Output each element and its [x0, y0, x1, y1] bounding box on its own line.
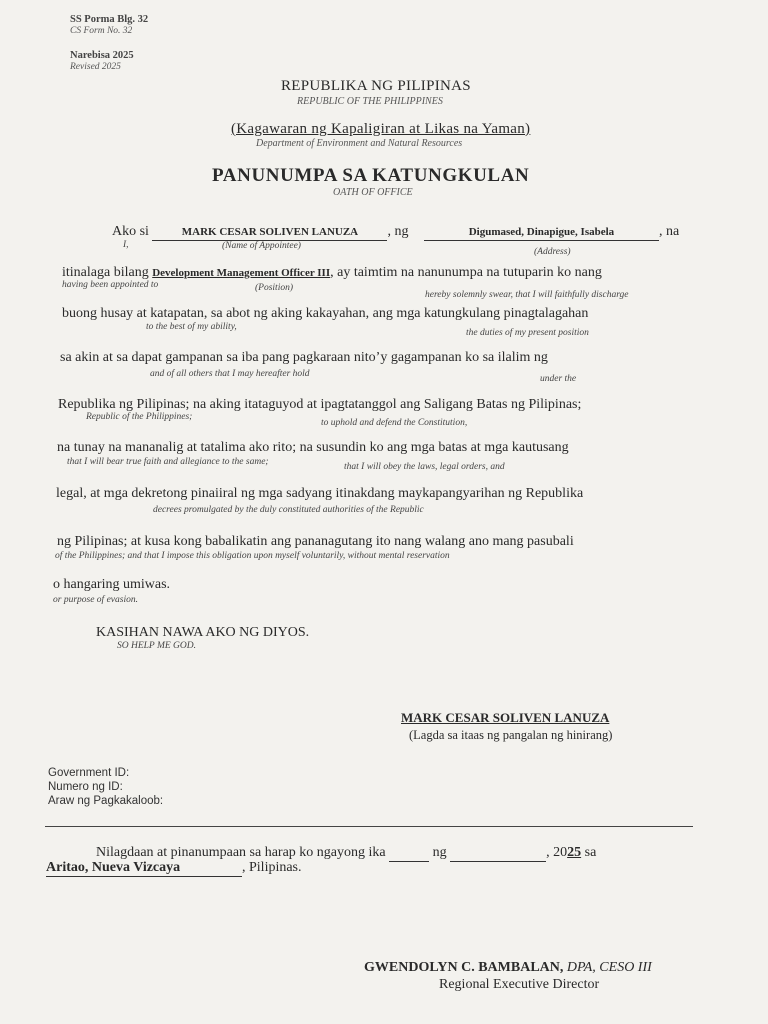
attestation-line: Nilagdaan at pinanumpaan sa harap ko ngayong ika ng , 2025 sa: [96, 845, 597, 860]
oath-line-8: ng Pilipinas; at kusa kong babalikatin ang pananagutang ito nang walang ano mang pasubali: [57, 534, 574, 549]
oath-tr-5a: Republic of the Philippines;: [86, 412, 193, 422]
oath-tr-3a: to the best of my ability,: [146, 322, 237, 332]
department-name-en: Department of Environment and Natural Resources: [256, 138, 463, 149]
oath-line-4: sa akin at sa dapat gampanan sa iba pang pagkaraan nito’y gagampanan ko sa ilalim ng: [60, 350, 548, 365]
oath-tr-5b: to uphold and defend the Constitution,: [321, 418, 468, 428]
oath-tr-6b: that I will obey the laws, legal orders, and: [344, 462, 505, 472]
oath-tr-2c: hereby solemnly swear, that I will faithfully discharge: [425, 290, 629, 300]
place-field: Aritao, Nueva Vizcaya: [46, 860, 242, 877]
oath-tr-4a: and of all others that I may hereafter hold: [150, 369, 310, 379]
oath-line-7: legal, at mga dekretong pinaiiral ng mga sadyang itinakdang maykapangyarihan ng Republika: [56, 486, 584, 501]
form-revision: Narebisa 2025: [70, 50, 134, 61]
oath-tr-8: of the Philippines; and that I impose this obligation upon myself voluntarily, without mental reservation: [55, 551, 450, 561]
oath-closing-en: SO HELP ME GOD.: [117, 641, 196, 651]
oath-tr-1a: I,: [123, 240, 129, 250]
address-field: Digumased, Dinapigue, Isabela: [424, 224, 659, 241]
oath-line-2: itinalaga bilang Development Management Officer III, ay taimtim na nanunumpa na tutuparin ko nang: [62, 265, 602, 280]
oath-tr-1b: (Name of Appointee): [222, 241, 301, 251]
oath-tr-3b: the duties of my present position: [466, 328, 589, 338]
oath-closing: KASIHAN NAWA AKO NG DIYOS.: [96, 625, 310, 640]
form-number: SS Porma Blg. 32: [70, 14, 149, 25]
appointee-name-field: MARK CESAR SOLIVEN LANUZA: [152, 224, 387, 241]
month-blank: [450, 845, 546, 862]
officer-name: GWENDOLYN C. BAMBALAN, DPA, CESO III: [364, 960, 652, 975]
oath-tr-2a: having been appointed to: [62, 280, 159, 290]
issue-date-field: Araw ng Pagkakaloob:: [48, 795, 164, 807]
government-id-field: Government ID:: [48, 767, 130, 779]
oath-line-3: buong husay at katapatan, sa abot ng aking kakayahan, ang mga katungkulang pinagtalagahan: [62, 306, 589, 321]
oath-line-9: o hangaring umiwas.: [53, 577, 171, 592]
oath-tr-9: or purpose of evasion.: [53, 595, 138, 605]
oath-tr-4b: under the: [540, 374, 577, 384]
attestation-place-line: Aritao, Nueva Vizcaya , Pilipinas.: [46, 860, 302, 875]
officer-title: Regional Executive Director: [439, 977, 600, 992]
oath-tr-6a: that I will bear true faith and allegiance to the same;: [67, 457, 269, 467]
republic-header: REPUBLIKA NG PILIPINAS: [281, 78, 471, 94]
appointee-signature-label: (Lagda sa itaas ng pangalan ng hinirang): [409, 728, 613, 742]
day-blank: [389, 845, 429, 862]
document-title-en: OATH OF OFFICE: [333, 187, 413, 198]
oath-tr-1c: (Address): [534, 247, 571, 257]
year-suffix: 25: [567, 845, 582, 860]
document-title: PANUNUMPA SA KATUNGKULAN: [212, 165, 530, 186]
oath-line-6: na tunay na mananalig at tatalima ako rito; na susundin ko ang mga batas at mga kautusang: [57, 440, 569, 455]
oath-tr-7: decrees promulgated by the duly constituted authorities of the Republic: [153, 505, 424, 515]
form-revision-en: Revised 2025: [70, 62, 121, 72]
oath-tr-2b: (Position): [255, 283, 293, 293]
oath-line-1: Ako si MARK CESAR SOLIVEN LANUZA , ng Digumased, Dinapigue, Isabela , na: [112, 224, 680, 239]
oath-line-5: Republika ng Pilipinas; na aking itataguyod at ipagtatanggol ang Saligang Batas ng Pilipinas;: [58, 397, 582, 412]
position-field: Development Management Officer III: [152, 267, 331, 279]
form-number-en: CS Form No. 32: [70, 26, 133, 36]
appointee-signature-name: MARK CESAR SOLIVEN LANUZA: [401, 710, 610, 725]
republic-header-en: REPUBLIC OF THE PHILIPPINES: [297, 96, 443, 107]
section-divider: [45, 826, 693, 827]
department-name: (Kagawaran ng Kapaligiran at Likas na Yaman): [231, 121, 531, 137]
id-number-field: Numero ng ID:: [48, 781, 123, 793]
